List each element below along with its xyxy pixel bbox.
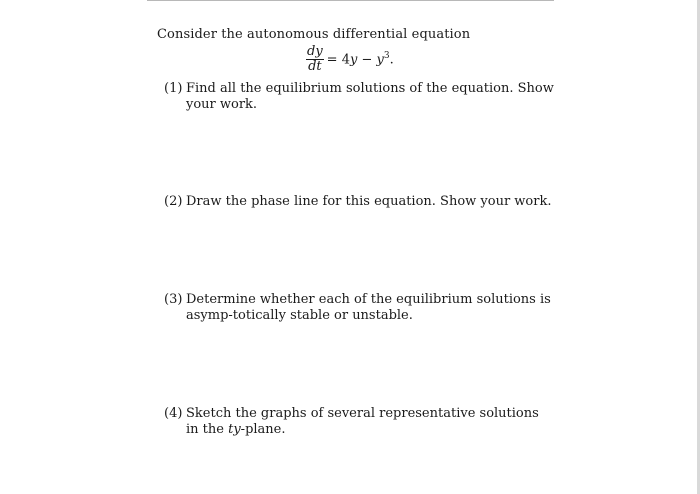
question-2	[164, 194, 554, 210]
fraction-numerator: dy	[307, 44, 323, 59]
question-3	[164, 292, 554, 324]
question-number: (1)	[164, 81, 183, 96]
equation-rhs	[327, 51, 394, 67]
derivative-fraction	[306, 45, 324, 74]
question-text: Determine whether each of the equilibrium solutions is asymp-totically stable or unstable.	[186, 292, 551, 323]
question-1	[164, 81, 554, 113]
rhs-minus: −	[357, 52, 377, 68]
rhs-exponent: 3	[383, 51, 390, 62]
question-number: (2)	[164, 194, 183, 209]
rhs-var1: y	[349, 52, 358, 68]
differential-equation	[306, 45, 394, 74]
fraction-denominator: dt	[308, 59, 322, 74]
question-text-before: Sketch the graphs of several representative solutions in the	[186, 406, 539, 437]
question-text: Find all the equilibrium solutions of the equation. Show your work.	[186, 81, 554, 112]
question-text-after: -plane.	[240, 422, 286, 437]
rhs-end: .	[389, 52, 394, 68]
page-top-rule	[147, 0, 554, 1]
question-4	[164, 406, 554, 438]
question-number: (4)	[164, 406, 183, 421]
question-number: (3)	[164, 292, 183, 307]
question-text-italic: ty	[228, 422, 241, 437]
intro-text: Consider the autonomous differential equation	[157, 27, 471, 42]
rhs-var2: y	[376, 52, 384, 68]
question-text: Draw the phase line for this equation. Show your work.	[186, 194, 552, 209]
question-text	[164, 406, 554, 438]
rhs-prefix: = 4	[326, 52, 350, 68]
